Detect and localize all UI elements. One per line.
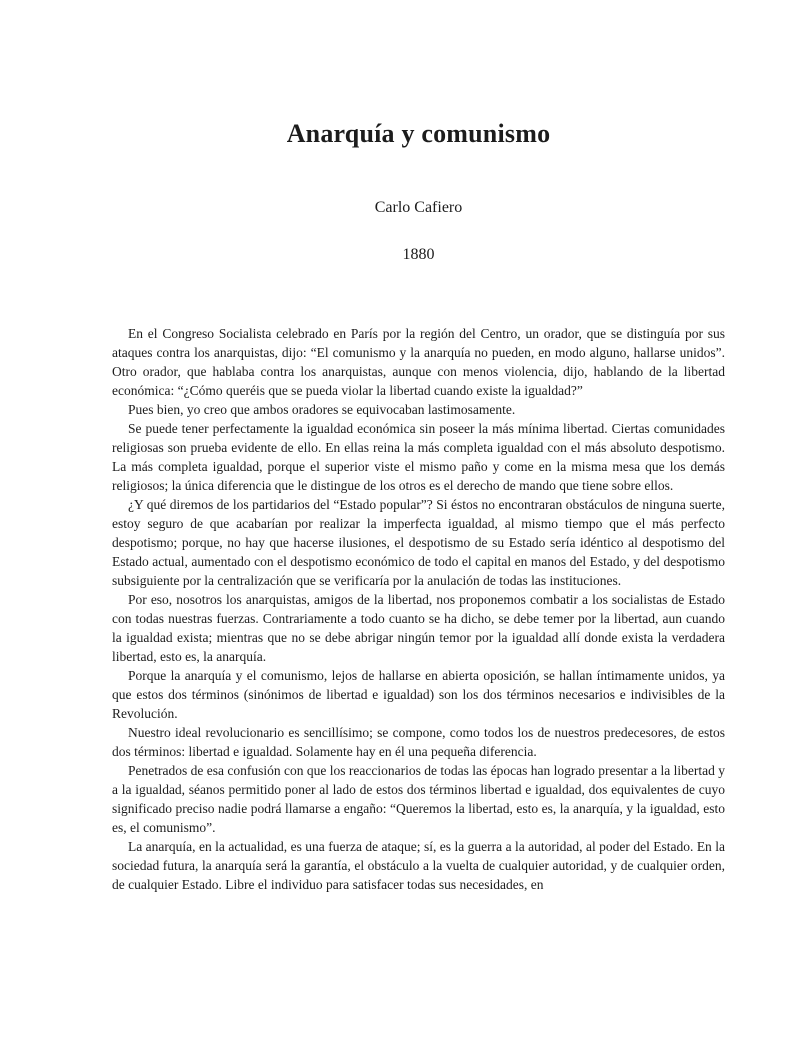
paragraph: Por eso, nosotros los anarquistas, amigos de la libertad, nos proponemos combatir a los socialistas de Estado con todas nuestras fuerzas. Contrariamente a todo cuanto se ha dicho, se debe temer por la libertad, aun cuando la igualdad exista; mientras que no se debe abrigar ningún temor por la igualdad allí donde exista la verdadera libertad, esto es, la anarquía. [112, 592, 725, 664]
document-title: Anarquía y comunismo [286, 119, 551, 148]
document-year: 1880 [402, 246, 435, 263]
paragraph: ¿Y qué diremos de los partidarios del “Estado popular”? Si éstos no encontraran obstáculos de ninguna suerte, estoy seguro de que acabarían por realizar la imperfecta igualdad, al mismo tiempo que el más perfecto despotismo; porque, no hay que hacerse ilusiones, el despotismo de su Estado sería idéntico al despotismo del Estado actual, aumentado con el despotismo económico de todo el capital en manos del Estado, y del despotismo subsiguiente por la centralización que se verificaría por la anulación de todas las instituciones. [112, 497, 725, 588]
document-body [112, 324, 725, 894]
paragraph: Nuestro ideal revolucionario es sencillísimo; se compone, como todos los de nuestros predecesores, de estos dos términos: libertad e igualdad. Solamente hay en él una pequeña diferencia. [112, 725, 725, 759]
paragraph: La anarquía, en la actualidad, es una fuerza de ataque; sí, es la guerra a la autoridad, al poder del Estado. En la sociedad futura, la anarquía será la garantía, el obstáculo a la vuelta de cualquier autoridad, y de cualquier orden, de cualquier Estado. Libre el individuo para satisfacer todas sus necesidades, en [112, 839, 725, 892]
paragraph: Porque la anarquía y el comunismo, lejos de hallarse en abierta oposición, se hallan íntimamente unidos, ya que estos dos términos (sinónimos de libertad e igualdad) son los dos términos necesarios e indivisibles de la Revolución. [112, 668, 725, 721]
document-author: Carlo Cafiero [374, 199, 463, 216]
paragraph: Pues bien, yo creo que ambos oradores se equivocaban lastimosamente. [128, 402, 516, 417]
paragraph: En el Congreso Socialista celebrado en París por la región del Centro, un orador, que se distinguía por sus ataques contra los anarquistas, dijo: “El comunismo y la anarquía no pueden, en modo alguno, hallarse unidos”. Otro orador, que hablaba contra los anarquistas, aunque con menos violencia, dijo, hablando de la libertad económica: “¿Cómo queréis que se pueda violar la libertad cuando existe la igualdad?” [112, 326, 725, 398]
paragraph: Se puede tener perfectamente la igualdad económica sin poseer la más mínima libertad. Ciertas comunidades religiosas son prueba evidente de ello. En ellas reina la más completa igualdad con el más absoluto despotismo. La más completa igualdad, porque el superior viste el mismo paño y come en la misma mesa que los demás religiosos; la única diferencia que le distingue de los otros es el derecho de mando que tiene sobre ellos. [112, 421, 725, 493]
paragraph: Penetrados de esa confusión con que los reaccionarios de todas las épocas han logrado presentar a la libertad y a la igualdad, séanos permitido poner al lado de estos dos términos libertad e igualdad, dos equivalentes de cuyo significado preciso nadie podrá llamarse a engaño: “Queremos la libertad, esto es, la anarquía, y la igualdad, esto es, el comunismo”. [112, 763, 725, 835]
